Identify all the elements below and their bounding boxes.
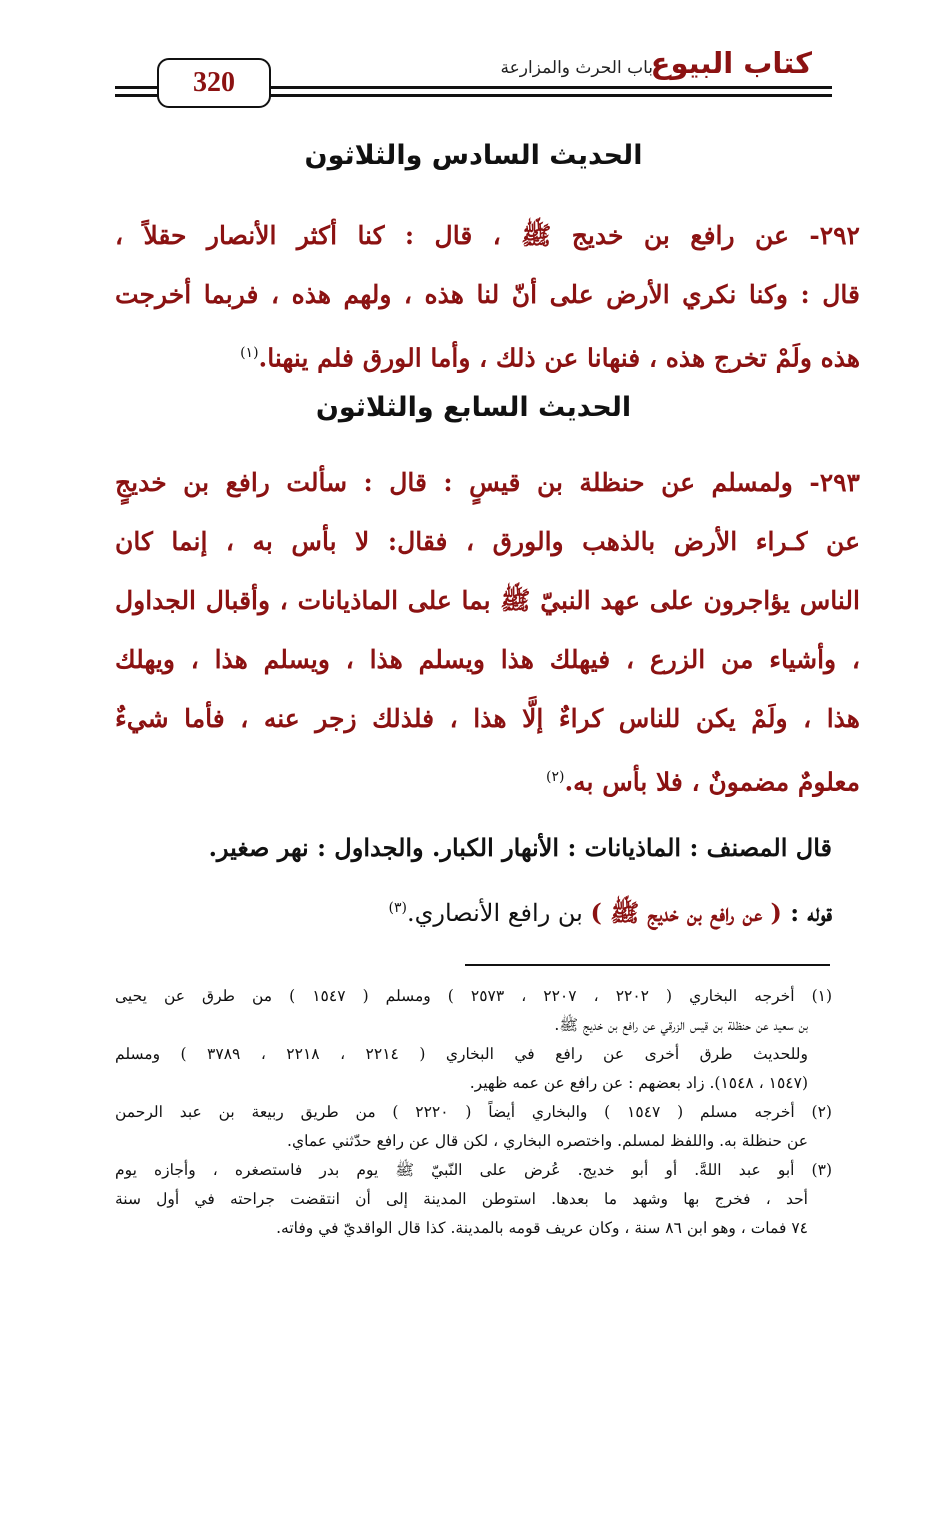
footnotes xyxy=(115,982,832,1243)
chapter-title: باب الحرث والمزارعة xyxy=(500,58,653,78)
footnote-line: وللحديث طرق أخرى عن رافع في البخاري ( ٢٢١٤ ، ٢٢١٨ ، ٣٧٨٩ ) ومسلم xyxy=(115,1045,809,1063)
footnote-line: ٧٤ فمات ، وهو ابن ٨٦ سنة ، وكان عريف قومه بالمدينة. كذا قال الواقديّ في وفاته. xyxy=(276,1219,808,1237)
footnote-line: (٢) أخرجه مسلم ( ١٥٤٧ ) والبخاري أيضاً ( ٢٢٢٠ ) من طريق ربيعة بن عبد الرحمن xyxy=(115,1103,832,1121)
hadith-37-line: ، وأشياء من الزرع ، فيهلك هذا ويسلم هذا ، ويسلم هذا ، ويهلك xyxy=(115,645,860,674)
footnote-line: عن حنظلة به. واللفظ لمسلم. واختصره البخاري ، لكن قال عن رافع حدّثني عماي. xyxy=(287,1132,808,1150)
page-number: 320 xyxy=(157,58,271,108)
footnote-line: (٣) أبو عبد اللهَّ. أو أبو خديج. عُرض على النّبيّ ﷺ يوم بدر فاستصغره ، وأجازه يوم xyxy=(115,1161,832,1179)
hadith-36-heading: الحديث السادس والثلاثون xyxy=(304,140,643,171)
book-title: كتاب البيوع xyxy=(650,46,812,80)
footnote-line: (١) أخرجه البخاري ( ٢٢٠٢ ، ٢٢٠٧ ، ٢٥٧٣ ) ومسلم ( ١٥٤٧ ) من طرق عن يحيى xyxy=(115,987,833,1005)
hadith-37-line: ٢٩٣- ولمسلم عن حنظلة بن قيسٍ : قال : سألت رافع بن خديجٍ xyxy=(115,468,860,497)
hadith-37-line: هذا ، ولَمْ يكن للناس كراءٌ إلَّا هذا ، فلذلك زجر عنه ، فأما شيءٌ xyxy=(115,704,860,733)
commentary xyxy=(115,880,832,941)
hadith-37-line: الناس يؤاجرون على عهد النبيّ ﷺ بما على الماذيانات ، وأقبال الجداول xyxy=(115,586,860,615)
hadith-36-line: ٢٩٢- عن رافع بن خديج ﷺ ، قال : كنا أكثر الأنصار حقلاً ، xyxy=(115,221,860,250)
footnote-3 xyxy=(115,1156,832,1243)
footnote-ref[interactable]: (٢) xyxy=(545,769,565,785)
hadith-36-line: هذه ولَمْ تخرج هذه ، فنهانا عن ذلك ، وأما الورق فلم ينهنا.$^{(١)}$ xyxy=(240,343,860,373)
footnote-line: بن سعيد عن حنظلة بن قيس الزرقي عن رافع بن خديج ﷺ. xyxy=(554,1016,808,1034)
commentary-rest: بن رافع الأنصاري. xyxy=(406,899,591,927)
footnote-2 xyxy=(115,1098,832,1156)
footnote-separator xyxy=(465,964,830,966)
hadith-36-line: قال : وكنا نكري الأرض على أنّ لنا هذه ، ولهم هذه ، فربما أخرجت xyxy=(115,280,860,309)
footnote-ref[interactable]: (٣) xyxy=(388,900,407,916)
commentary-prefix: قوله : xyxy=(781,898,832,927)
commentary-quote: ( عن رافع بن خديج ﷺ ) xyxy=(590,898,782,927)
footnote-line: أحد ، فخرج بها وشهد ما بعدها. استوطن المدينة إلى أن انتقضت جراحته في أول سنة xyxy=(115,1190,808,1208)
author-note: قال المصنف : الماذيانات : الأنهار الكبار. والجداول : نهر صغير. xyxy=(208,833,832,862)
footnote-1 xyxy=(115,982,832,1098)
footnote-line: (١٥٤٧ ، ١٥٤٨). زاد بعضهم : عن رافع عن عمه ظهير. xyxy=(469,1074,808,1092)
hadith-36-text xyxy=(115,206,860,383)
hadith-37-text xyxy=(115,453,860,807)
hadith-37-heading: الحديث السابع والثلاثون xyxy=(315,392,632,423)
hadith-37-line: عن كـراء الأرض بالذهب والورق ، فقال: لا بأس به ، إنما كان xyxy=(115,527,860,556)
hadith-37-line: معلومٌ مضمونٌ ، فلا بأس به.$^{(٢)}$ xyxy=(545,767,860,797)
footnote-ref[interactable]: (١) xyxy=(240,345,259,361)
